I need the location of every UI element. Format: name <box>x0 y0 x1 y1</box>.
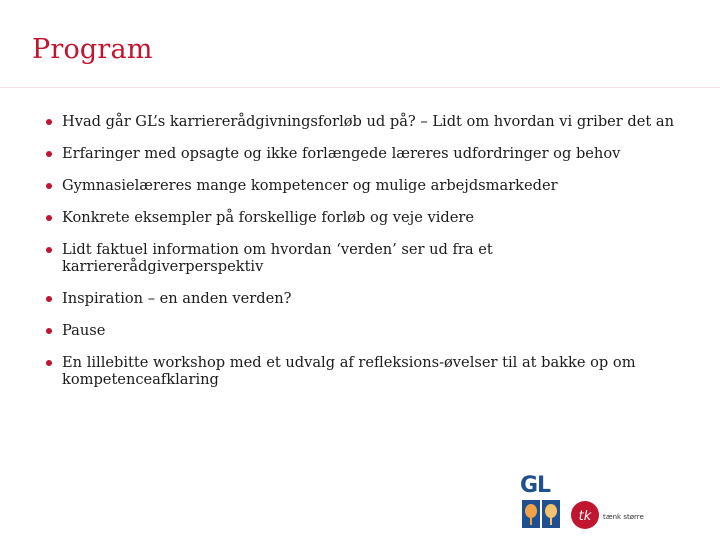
bullet-item: Erfaringer med opsagte og ikke forlængede læreres udfordringer og behov <box>46 145 686 162</box>
gl-logo-text: GL <box>520 473 551 498</box>
bullet-dot-icon <box>46 215 52 221</box>
bullet-item: En lillebitte workshop med et udvalg af refleksions-øvelser til at bakke op om kompetenceafklaring <box>46 354 686 388</box>
title-divider <box>0 87 720 88</box>
bullet-item: Pause <box>46 322 686 339</box>
bullet-item: Konkrete eksempler på forskellige forløb og veje videre <box>46 209 686 226</box>
gl-logo-tiles-icon <box>522 500 562 530</box>
bullet-dot-icon <box>46 247 52 253</box>
bullet-item: Gymnasielæreres mange kompetencer og mulige arbejdsmarkeder <box>46 177 686 194</box>
tk-logo <box>568 500 658 534</box>
tk-logo-mark-icon <box>568 500 602 530</box>
slide-title: Program <box>32 34 153 65</box>
bullet-item: Hvad går GL’s karriererådgivningsforløb ud på? – Lidt om hvordan vi griber det an <box>46 113 686 130</box>
bullet-dot-icon <box>46 119 52 125</box>
bullet-dot-icon <box>46 151 52 157</box>
bullet-dot-icon <box>46 328 52 334</box>
svg-text:tk: tk <box>578 509 592 524</box>
bullet-item: Inspiration – en anden verden? <box>46 290 686 307</box>
bullet-dot-icon <box>46 296 52 302</box>
bullet-list <box>46 113 686 403</box>
bullet-dot-icon <box>46 183 52 189</box>
bullet-item: Lidt faktuel information om hvordan ‘verden’ ser ud fra et karriererådgiverperspektiv <box>46 241 686 275</box>
gl-logo <box>520 474 562 532</box>
tk-logo-tagline: tænk større <box>603 513 644 521</box>
bullet-dot-icon <box>46 360 52 366</box>
